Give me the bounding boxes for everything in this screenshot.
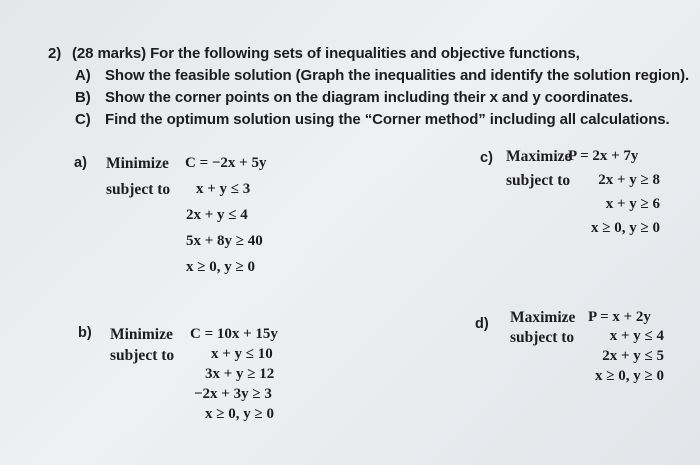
- problem-a-subject: subject to: [106, 181, 171, 198]
- problem-c-constraint-1: 2x + y ≥ 8: [598, 172, 660, 188]
- item-b-text: Show the corner points on the diagram including their x and y coordinates.: [105, 89, 633, 106]
- question-intro: (28 marks) For the following sets of inequalities and objective functions,: [72, 45, 580, 62]
- problem-b-constraint-4: x ≥ 0, y ≥ 0: [205, 406, 274, 422]
- problem-b-keyword: Minimize: [110, 326, 173, 343]
- problem-a-keyword: Minimize: [106, 155, 169, 172]
- problem-d-label: d): [475, 316, 489, 332]
- problem-b-label: b): [78, 325, 92, 341]
- problem-c-subject: subject to: [506, 172, 571, 189]
- problem-b-constraint-1: x + y ≤ 10: [211, 346, 273, 362]
- problem-b-constraint-2: 3x + y ≥ 12: [205, 366, 275, 382]
- problem-c-constraint-2: x + y ≥ 6: [605, 196, 660, 212]
- problem-d-objective: P = x + 2y: [588, 309, 651, 325]
- problem-d-keyword: Maximize: [510, 309, 576, 326]
- problem-b-constraint-3: −2x + 3y ≥ 3: [194, 386, 272, 402]
- item-a-letter: A): [75, 67, 91, 84]
- item-a-text: Show the feasible solution (Graph the inequalities and identify the solution region).: [105, 67, 690, 84]
- problem-c-keyword: Maximize: [506, 148, 572, 165]
- problem-c-label: c): [480, 150, 493, 166]
- item-c-letter: C): [75, 111, 91, 128]
- problem-d-subject: subject to: [510, 329, 575, 346]
- problem-a-label: a): [74, 155, 87, 171]
- problem-d-constraint-1: x + y ≤ 4: [609, 328, 664, 344]
- item-c-text: Find the optimum solution using the “Corner method” including all calculations.: [105, 111, 670, 128]
- problem-a-constraint-2: 2x + y ≤ 4: [186, 207, 248, 223]
- problem-c-constraint-3: x ≥ 0, y ≥ 0: [591, 220, 660, 236]
- problem-d-constraint-2: 2x + y ≤ 5: [602, 348, 664, 364]
- problem-b-subject: subject to: [110, 347, 175, 364]
- problem-b-objective: C = 10x + 15y: [190, 326, 278, 342]
- problem-a-objective: C = −2x + 5y: [185, 155, 267, 171]
- problem-d-constraint-3: x ≥ 0, y ≥ 0: [595, 368, 664, 384]
- problem-a-constraint-4: x ≥ 0, y ≥ 0: [186, 259, 255, 275]
- problem-c-objective: P = 2x + 7y: [568, 148, 639, 164]
- question-number: 2): [48, 45, 62, 62]
- problem-a-constraint-1: x + y ≤ 3: [196, 181, 251, 197]
- item-b-letter: B): [75, 89, 91, 106]
- problem-a-constraint-3: 5x + 8y ≥ 40: [186, 233, 263, 249]
